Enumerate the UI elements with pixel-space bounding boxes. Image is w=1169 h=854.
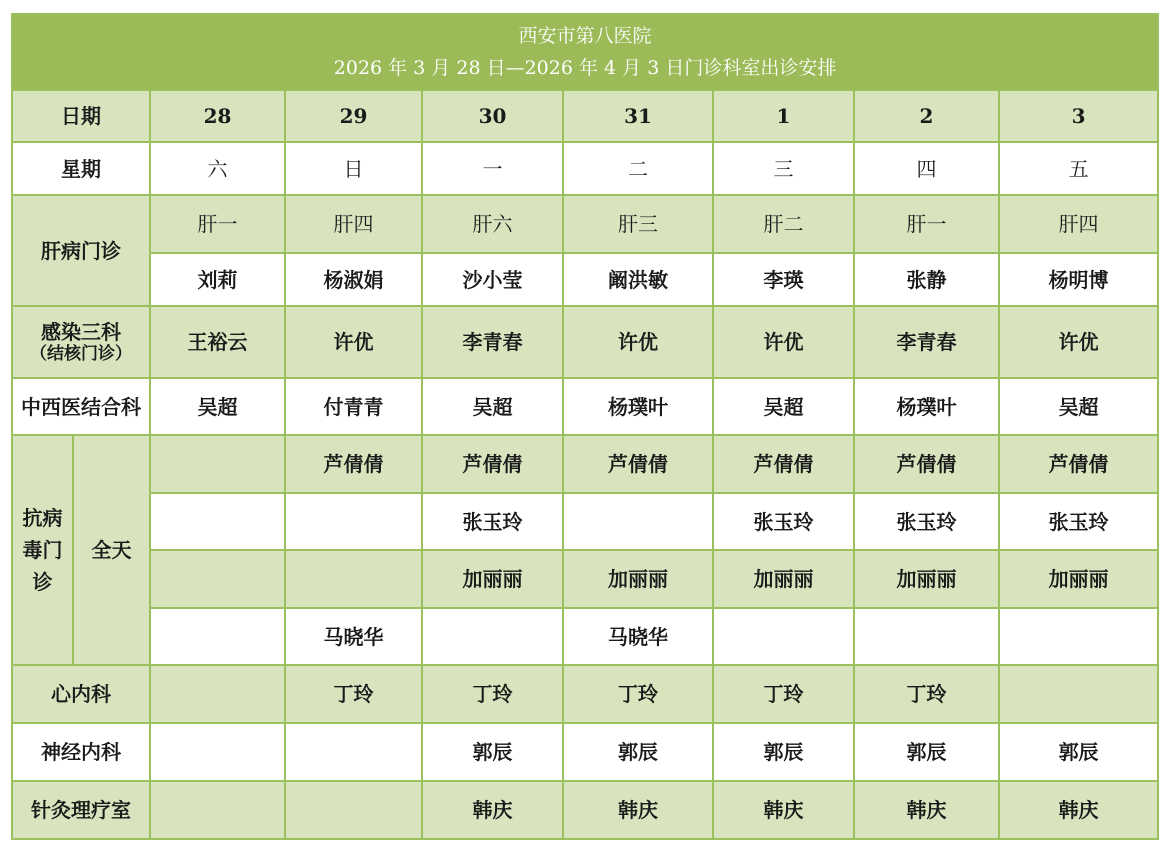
acupuncture-doctor-cell [150,781,285,839]
hospital-name: 西安市第八医院 [518,25,652,47]
antiviral-doctor-cell: 加丽丽 [563,550,713,608]
antiviral-doctor-cell: 张玉玲 [713,493,854,550]
date-cell: 28 [150,90,285,142]
date-cell: 2 [854,90,999,142]
weekday-cell: 五 [999,142,1158,195]
infection3-doctor-cell: 李青春 [854,306,999,378]
date-cell: 29 [285,90,422,142]
weekday-cell: 日 [285,142,422,195]
acupuncture-label: 针灸理疗室 [12,781,150,839]
cardio-doctor-cell: 丁玲 [563,665,713,723]
date-cell: 31 [563,90,713,142]
liver-doctor-cell: 张静 [854,253,999,306]
antiviral-doctor-cell [150,550,285,608]
antiviral-doctor-cell [150,435,285,493]
weekday-cell: 二 [563,142,713,195]
antiviral-doctor-cell [285,550,422,608]
date-cell: 3 [999,90,1158,142]
antiviral-doctor-cell: 张玉玲 [422,493,563,550]
antiviral-doctor-cell: 加丽丽 [999,550,1158,608]
antiviral-doctor-cell [150,608,285,665]
tcm-label: 中西医结合科 [12,378,150,435]
antiviral-row-4 [12,608,1158,665]
infection3-row [12,306,1158,378]
neuro-doctor-cell: 郭辰 [999,723,1158,781]
liver-room-cell: 肝一 [150,195,285,253]
liver-doctor-cell: 李瑛 [713,253,854,306]
liver-doctor-cell: 沙小莹 [422,253,563,306]
liver-doctor-row [12,253,1158,306]
infection3-sublabel: （结核门诊） [30,343,132,364]
antiviral-row-3 [12,550,1158,608]
antiviral-doctor-cell: 马晓华 [285,608,422,665]
acupuncture-doctor-cell [285,781,422,839]
schedule-subtitle: 2026 年 3 月 28 日—2026 年 4 月 3 日门诊科室出诊安排 [333,57,837,79]
antiviral-doctor-cell: 芦倩倩 [999,435,1158,493]
title-cell [12,14,1158,90]
antiviral-doctor-cell: 芦倩倩 [854,435,999,493]
tcm-doctor-cell: 付青青 [285,378,422,435]
cardio-doctor-cell [150,665,285,723]
cardio-row [12,665,1158,723]
antiviral-doctor-cell [150,493,285,550]
acupuncture-doctor-cell: 韩庆 [563,781,713,839]
antiviral-doctor-cell: 加丽丽 [713,550,854,608]
antiviral-doctor-cell: 芦倩倩 [285,435,422,493]
liver-doctor-cell: 杨淑娟 [285,253,422,306]
antiviral-row-2 [12,493,1158,550]
tcm-doctor-cell: 吴超 [713,378,854,435]
neuro-doctor-cell [285,723,422,781]
antiviral-clinic-label: 抗病毒门诊 [12,435,73,665]
tcm-doctor-cell: 杨璞叶 [854,378,999,435]
tcm-doctor-cell: 吴超 [150,378,285,435]
cardio-doctor-cell [999,665,1158,723]
antiviral-doctor-cell: 张玉玲 [999,493,1158,550]
date-row [12,90,1158,142]
antiviral-doctor-cell: 芦倩倩 [563,435,713,493]
acupuncture-row [12,781,1158,839]
liver-doctor-cell: 刘莉 [150,253,285,306]
tcm-doctor-cell: 杨璞叶 [563,378,713,435]
liver-room-cell: 肝四 [285,195,422,253]
antiviral-doctor-cell [285,493,422,550]
cardio-doctor-cell: 丁玲 [285,665,422,723]
antiviral-doctor-cell: 马晓华 [563,608,713,665]
infection3-name: 感染三科 [41,319,121,344]
weekday-cell: 三 [713,142,854,195]
infection3-doctor-cell: 许优 [563,306,713,378]
neuro-doctor-cell: 郭辰 [854,723,999,781]
neuro-doctor-cell: 郭辰 [563,723,713,781]
antiviral-doctor-cell: 芦倩倩 [713,435,854,493]
date-label: 日期 [12,90,150,142]
antiviral-doctor-cell [713,608,854,665]
cardio-doctor-cell: 丁玲 [422,665,563,723]
infection3-label [12,306,150,378]
tcm-row [12,378,1158,435]
antiviral-doctor-cell [999,608,1158,665]
infection3-doctor-cell: 许优 [999,306,1158,378]
weekday-cell: 四 [854,142,999,195]
acupuncture-doctor-cell: 韩庆 [999,781,1158,839]
neuro-row [12,723,1158,781]
weekday-label: 星期 [12,142,150,195]
weekday-cell: 六 [150,142,285,195]
antiviral-doctor-cell: 芦倩倩 [422,435,563,493]
liver-clinic-label: 肝病门诊 [12,195,150,306]
tcm-doctor-cell: 吴超 [422,378,563,435]
neuro-doctor-cell: 郭辰 [422,723,563,781]
date-cell: 30 [422,90,563,142]
antiviral-doctor-cell: 张玉玲 [854,493,999,550]
infection3-doctor-cell: 李青春 [422,306,563,378]
cardio-doctor-cell: 丁玲 [854,665,999,723]
liver-doctor-cell: 阚洪敏 [563,253,713,306]
weekday-cell: 一 [422,142,563,195]
neuro-doctor-cell: 郭辰 [713,723,854,781]
liver-room-cell: 肝二 [713,195,854,253]
tcm-doctor-cell: 吴超 [999,378,1158,435]
antiviral-doctor-cell [563,493,713,550]
antiviral-doctor-cell: 加丽丽 [422,550,563,608]
infection3-doctor-cell: 许优 [285,306,422,378]
infection3-doctor-cell: 许优 [713,306,854,378]
liver-doctor-cell: 杨明博 [999,253,1158,306]
liver-room-cell: 肝六 [422,195,563,253]
acupuncture-doctor-cell: 韩庆 [854,781,999,839]
title-row [12,14,1158,90]
schedule-table [11,13,1159,840]
cardio-label: 心内科 [12,665,150,723]
antiviral-row-1 [12,435,1158,493]
antiviral-period-label: 全天 [73,435,150,665]
antiviral-doctor-cell [854,608,999,665]
date-cell: 1 [713,90,854,142]
acupuncture-doctor-cell: 韩庆 [713,781,854,839]
antiviral-doctor-cell [422,608,563,665]
acupuncture-doctor-cell: 韩庆 [422,781,563,839]
cardio-doctor-cell: 丁玲 [713,665,854,723]
liver-room-cell: 肝一 [854,195,999,253]
liver-room-cell: 肝三 [563,195,713,253]
antiviral-doctor-cell: 加丽丽 [854,550,999,608]
neuro-doctor-cell [150,723,285,781]
liver-room-cell: 肝四 [999,195,1158,253]
weekday-row [12,142,1158,195]
neuro-label: 神经内科 [12,723,150,781]
infection3-doctor-cell: 王裕云 [150,306,285,378]
liver-room-row [12,195,1158,253]
